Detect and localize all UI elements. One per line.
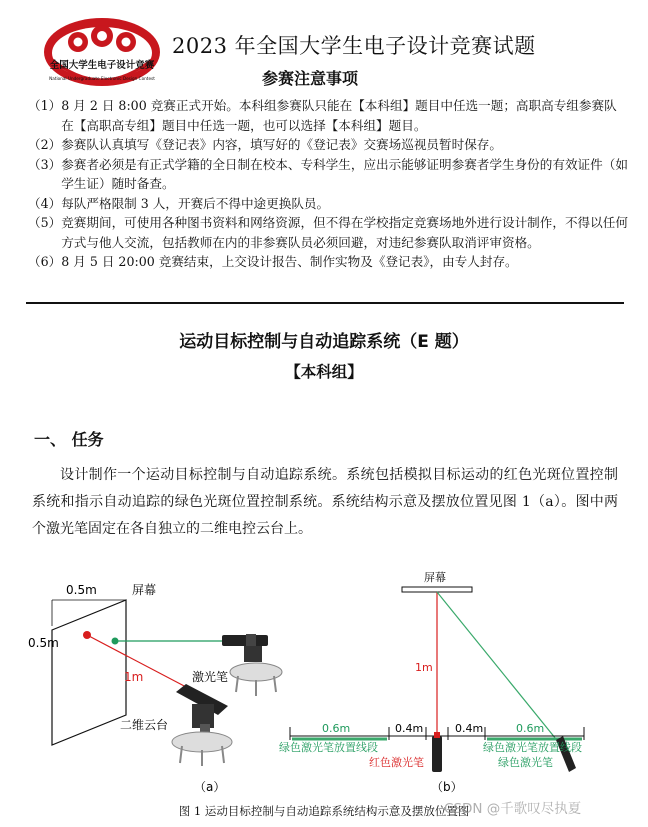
red-laser-pen (432, 736, 442, 772)
notice-text: 每队严格限制 3 人，开赛后不得中途更换队员。 (61, 195, 330, 211)
problem-title: 运动目标控制与自动追踪系统（E 题） (179, 332, 469, 352)
notice-number: （1） (28, 98, 62, 113)
notice-number: （4） (28, 195, 62, 211)
green-laser-label: 绿色激光笔 (498, 756, 553, 769)
distance-label: 1m (124, 670, 144, 684)
screen-bar (402, 587, 472, 592)
notice-text: 参赛者必须是有正式学籍的全日制在校本、专科学生，应出示能够证明参赛者学生身份的有效证件（如学生证）随时备查。 (61, 156, 628, 191)
notice-text: 竞赛期间，可使用各种图书资料和网络资源，但不得在学校指定竞赛场地外进行设计制作，不得以任何方式与他人交流，包括教师在内的非参赛队员必须回避，对违纪参赛队取消评审资格。 (61, 215, 628, 250)
distance-label-b: 1m (415, 661, 433, 674)
screen-width-label: 0.5m (66, 583, 97, 597)
right-span-label: 0.6m (516, 722, 545, 735)
red-laser-label: 红色激光笔 (369, 756, 424, 769)
notice-heading: 参赛注意事项 (262, 69, 359, 88)
notice-text: 8 月 5 日 20:00 竞赛结束，上交设计报告、制作实物及《登记表》，由专人封存。 (61, 254, 518, 269)
notice-item (28, 194, 628, 214)
page-title: 2023 年全国大学生电子设计竞赛试题 (172, 34, 536, 58)
laser-label: 激光笔 (192, 670, 229, 684)
contest-logo (40, 6, 162, 90)
divider (26, 302, 624, 304)
problem-group: 【本科组】 (285, 363, 363, 381)
left-span-label: 0.6m (322, 722, 351, 735)
task-paragraph: 设计制作一个运动目标控制与自动追踪系统。系统包括模拟目标运动的红色光斑位置控制系统和指示自动追踪的绿色光斑位置控制系统。系统结构示意及摆放位置见图 1（a）。图中两个激光笔固定在各自独立的二维电控云台上。 (32, 467, 618, 537)
figure-caption: 图 1 运动目标控制与自动追踪系统结构示意及摆放位置图 (178, 804, 470, 818)
red-laser-gimbal (172, 684, 232, 766)
gap-left-label: 0.4m (395, 722, 424, 735)
notice-text: 8 月 2 日 8:00 竞赛正式开始。本科组参赛队只能在【本科组】题目中任选一题；高职高专组参赛队在【高职高专组】题目中任选一题，也可以选择【本科组】题目。 (61, 98, 617, 133)
sub-label-b: （b） (431, 780, 463, 794)
notice-number: （3） (28, 156, 62, 172)
right-line-label: 绿色激光笔放置线段 (483, 741, 582, 754)
notice-number: （5） (28, 215, 62, 230)
section-heading: 一、 任务 (34, 430, 104, 449)
gap-right-label: 0.4m (455, 722, 484, 735)
notice-item (28, 213, 628, 252)
green-laser-gimbal (222, 634, 282, 696)
screen-label-b: 屏幕 (424, 571, 446, 584)
notice-item (28, 135, 628, 155)
logo-english: National Undergraduate Electronic Design Contest (49, 76, 155, 81)
notice-list (28, 96, 628, 272)
sub-label-a: （a） (194, 780, 226, 794)
notice-item (28, 252, 628, 272)
notice-item (28, 155, 628, 194)
watermark: CSDN @千歌叹尽执夏 (444, 801, 582, 817)
figure-1 (0, 560, 648, 827)
logo-text: 全国大学生电子设计竞赛 (49, 60, 155, 71)
notice-number: （2） (28, 137, 62, 152)
gimbal-label: 二维云台 (120, 718, 169, 732)
notice-number: （6） (28, 254, 62, 269)
notice-item (28, 96, 628, 135)
screen-label: 屏幕 (132, 583, 157, 597)
left-line-label: 绿色激光笔放置线段 (279, 741, 378, 754)
notice-text: 参赛队认真填写《登记表》内容，填写好的《登记表》交赛场巡视员暂时保存。 (61, 137, 502, 152)
screen-height-label: 0.5m (28, 636, 59, 650)
